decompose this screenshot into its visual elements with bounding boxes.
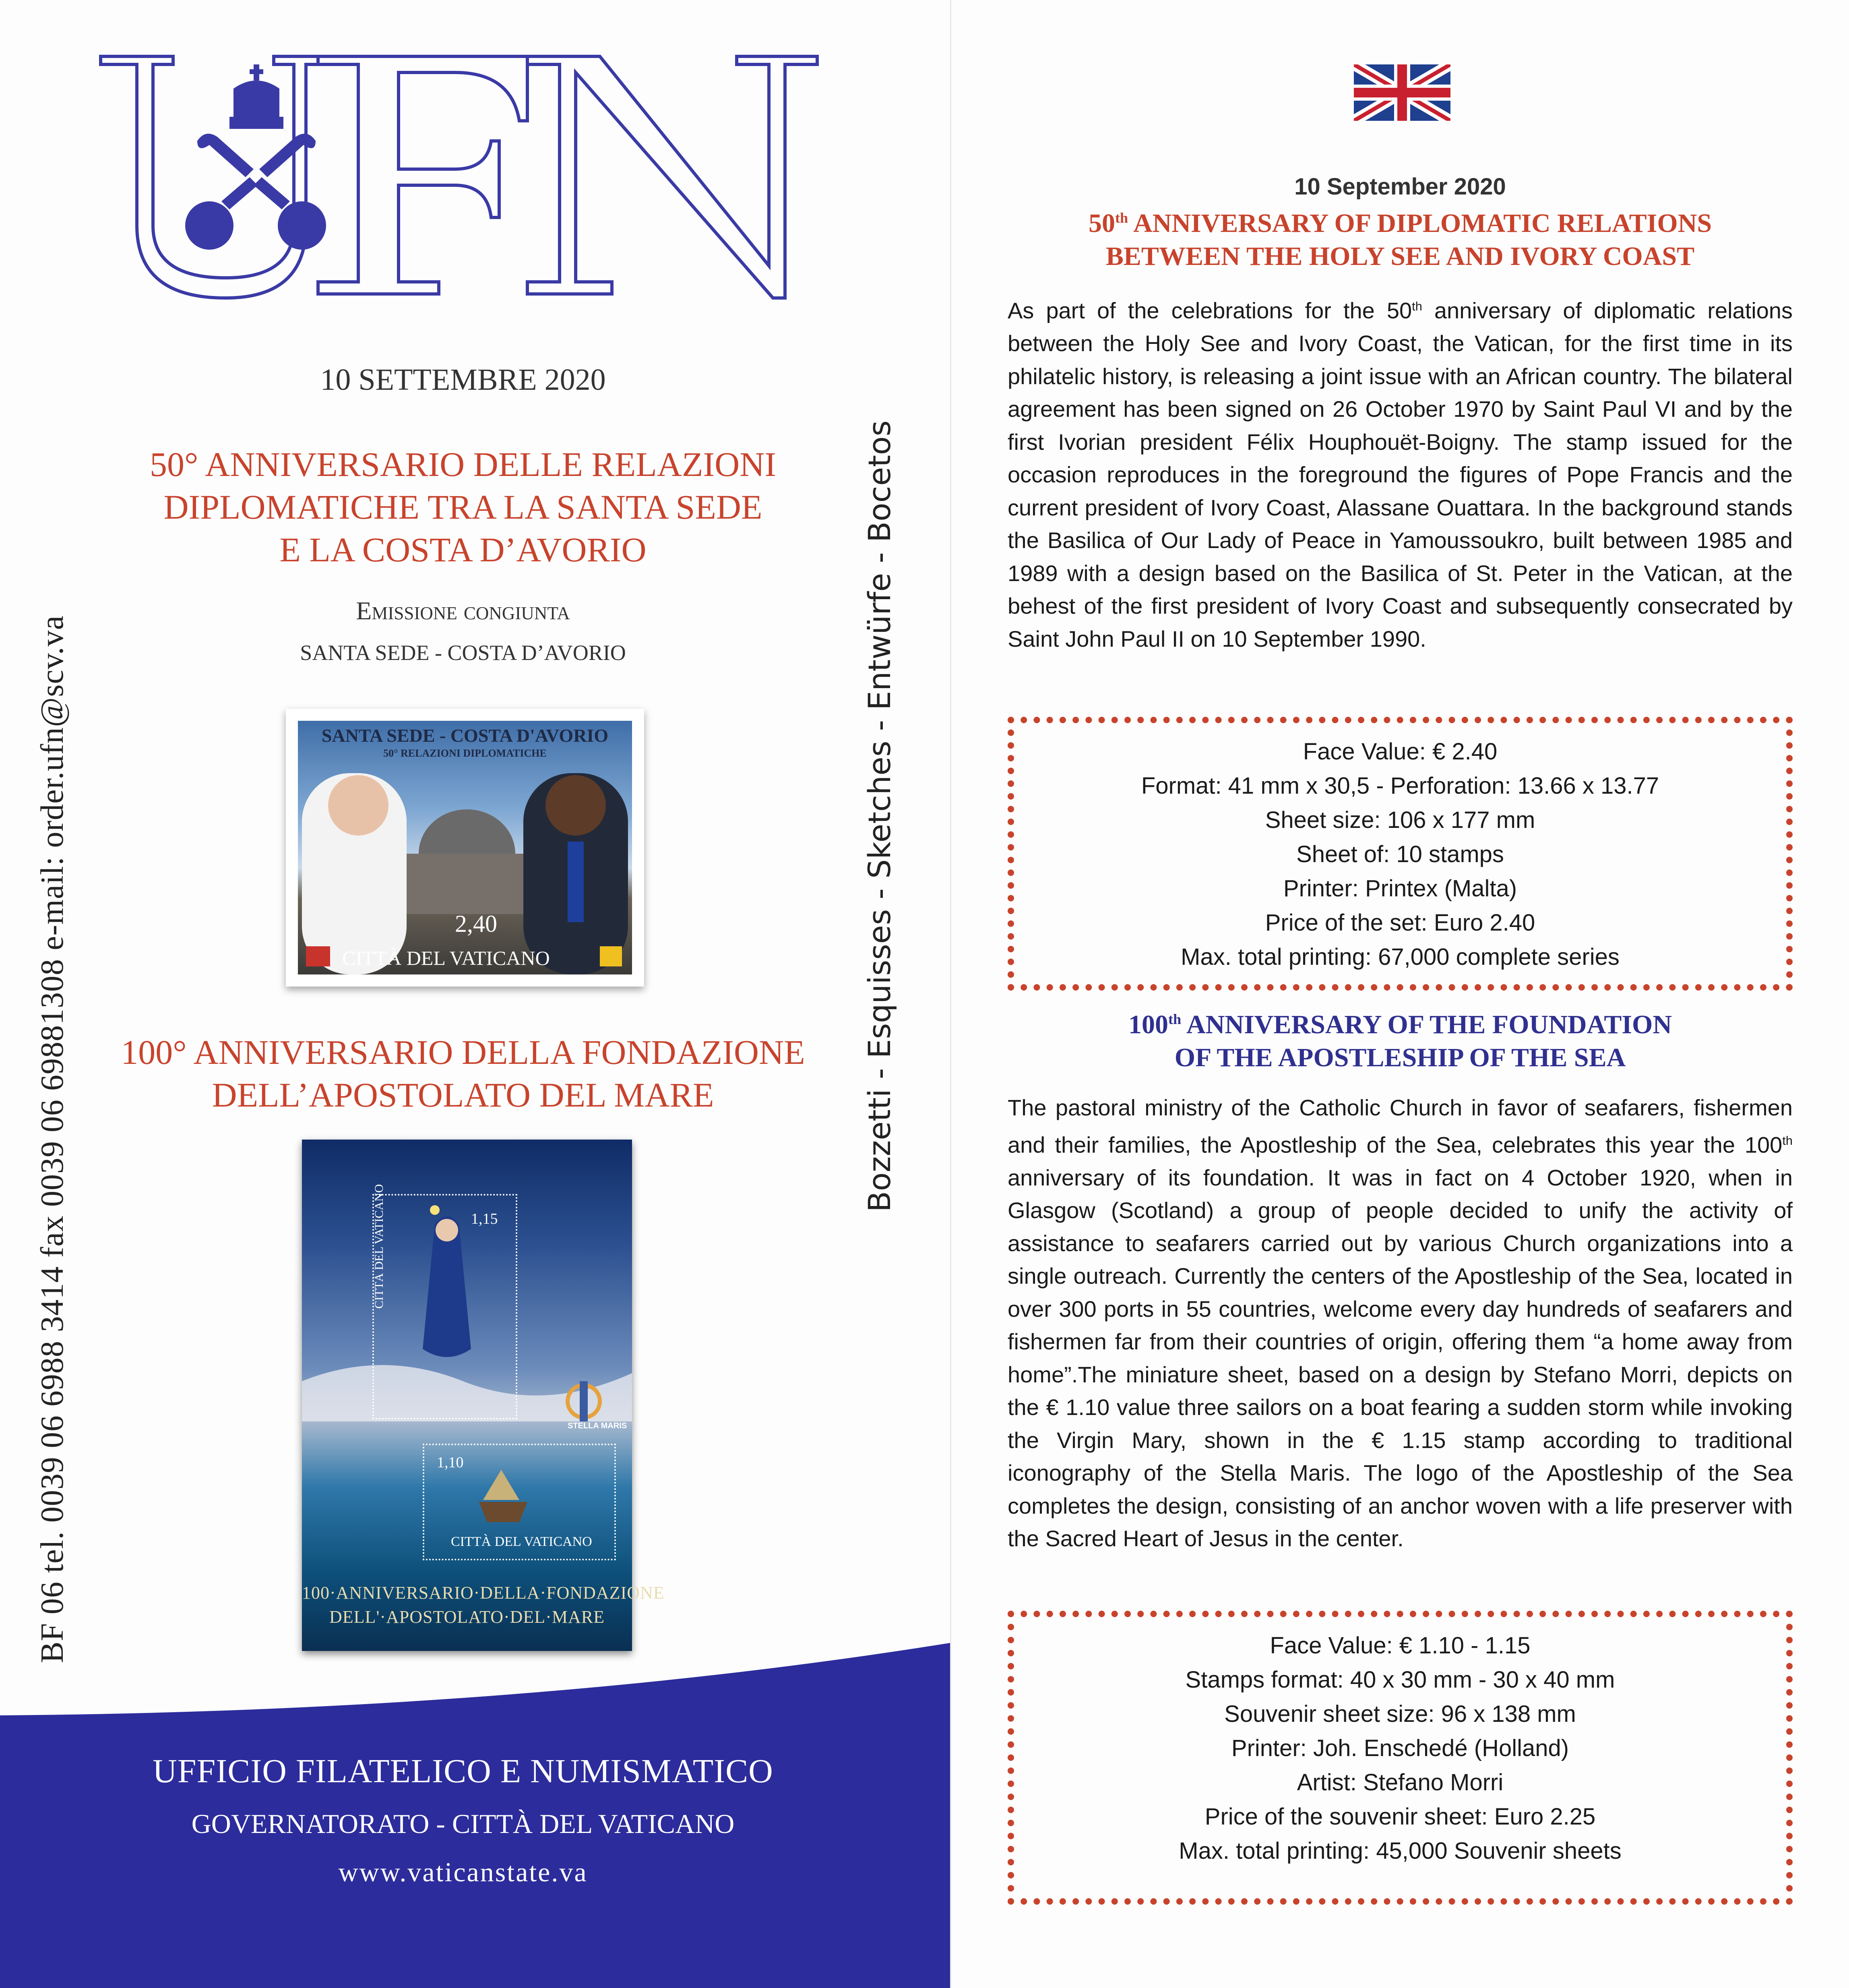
- description-apostleship: [1008, 1091, 1793, 1555]
- spec-line: Printer: Joh. Enschedé (Holland): [1231, 1735, 1569, 1761]
- body-text: As part of the celebrations for the 50: [1008, 298, 1412, 323]
- specs-box-apostleship: [1008, 1611, 1793, 1905]
- uk-flag-icon: [1354, 64, 1450, 121]
- title-line: [1008, 201, 1793, 240]
- contact-info: BF 06 tel. 0039 06 6988 3414 fax 0039 06 69881308 e-mail: order.ufn@scv.va: [35, 615, 70, 1663]
- specs-box-diplomatic: [1008, 717, 1793, 991]
- stamp-diplomatic-relations: [286, 709, 644, 987]
- spec-line: Stamps format: 40 x 30 mm - 30 x 40 mm: [1185, 1667, 1615, 1693]
- title-line: OF THE APOSTLESHIP OF THE SEA: [1174, 1043, 1626, 1072]
- title-line: DELL’APOSTOLATO DEL MARE: [212, 1076, 714, 1114]
- stella-maris-logo-label: STELLA MARIS: [568, 1421, 627, 1430]
- title-diplomatic-relations: [60, 443, 866, 571]
- stamp-virgin-mary: [372, 1194, 517, 1419]
- title-number: 100: [1128, 1010, 1168, 1039]
- office-name: UFFICIO FILATELICO E NUMISMATICO: [153, 1752, 773, 1790]
- ordinal-suffix: th: [1115, 210, 1128, 226]
- title-apostleship: [1008, 1003, 1793, 1074]
- ufn-logo: [93, 48, 825, 306]
- sheet-caption-line: DELL'·APOSTOLATO·DEL·MARE: [329, 1607, 605, 1627]
- spec-line: Face Value: € 2.40: [1303, 739, 1498, 765]
- body-text: anniversary of diplomatic relations between the Holy See and Ivory Coast, the Vatican, for the first time in its philatelic history, is releasing a joint issue with an African country. The bilateral agreement has been signed on 26 October 1970 by Saint Paul VI and by the first Ivorian president Félix Houphouët-Boigny. The stamp issued for the occasion reproduces in the foreground the figures of Pope Francis and the current president of Ivory Coast, Alassane Ouattara. In the background stands the Basilica of Our Lady of Peace in Yamoussoukro, built between 1985 and 1989 with a design based on the Basilica of St. Peter in the Vatican, at the behest of the first president of Ivory Coast and subsequently consecrated by Saint John Paul II on 10 September 1990.: [1008, 298, 1793, 652]
- english-panel: [951, 0, 1849, 1988]
- stamp-value: 2,40: [455, 910, 497, 937]
- stamp-value-a: 1,15: [471, 1210, 498, 1227]
- spec-line: Artist: Stefano Morri: [1297, 1769, 1504, 1796]
- spec-line: Sheet size: 106 x 177 mm: [1265, 807, 1535, 833]
- title-line: 50° ANNIVERSARIO DELLE RELAZIONI: [150, 445, 776, 484]
- stamp-header: SANTA SEDE - COSTA D'AVORIO: [321, 725, 609, 746]
- spec-line: Souvenir sheet size: 96 x 138 mm: [1224, 1701, 1576, 1727]
- body-text: anniversary of its foundation. It was in fact on 4 October 1920, when in Glasgow (Scotland) a group of people decided to unify the activity of assistance to seafarers carried out by various Church organizations into a single outreach. Currently the centers of the Apostleship of the Sea, located in over 300 ports in 55 countries, welcome every day hundreds of seafarers and fishermen far from their countries of origin, offering them “a home away from home”.The miniature sheet, based on a design by Stefano Morri, depicts on the € 1.10 value three sailors on a boat fearing a sudden storm while invoking the Virgin Mary, shown in the € 1.15 stamp according to traditional iconography of the Stella Maris. The logo of the Apostleship of the Sea completes the design, consisting of an anchor woven with a life preserver with the Sacred Heart of Jesus in the center.: [1008, 1165, 1793, 1552]
- joint-issue-label: Emissione congiunta: [356, 596, 570, 625]
- title-text: ANNIVERSARY OF THE FOUNDATION: [1181, 1010, 1672, 1039]
- title-line: DIPLOMATICHE TRA LA SANTA SEDE: [163, 488, 762, 526]
- spec-line: Format: 41 mm x 30,5 - Perforation: 13.66 x 13.77: [1141, 773, 1659, 799]
- ordinal-suffix: th: [1168, 1011, 1182, 1027]
- description-diplomatic-relations: [1008, 290, 1793, 655]
- stamp-country: CITTÀ DEL VATICANO: [451, 1534, 592, 1549]
- website-link[interactable]: www.vaticanstate.va: [338, 1857, 588, 1887]
- title-text: ANNIVERSARY OF DIPLOMATIC RELATIONS: [1128, 209, 1712, 238]
- spec-line: Printer: Printex (Malta): [1283, 875, 1517, 902]
- sketches-label: Bozzetti - Esquisses - Sketches - Entwürfe - Bocetos: [861, 420, 897, 1212]
- sheet-caption-line: 100·ANNIVERSARIO·DELLA·FONDAZIONE: [302, 1583, 665, 1603]
- spec-line: Price of the set: Euro 2.40: [1265, 910, 1535, 936]
- spec-line: Sheet of: 10 stamps: [1296, 841, 1504, 867]
- ordinal-suffix: th: [1782, 1133, 1793, 1148]
- title-line: 100° ANNIVERSARIO DELLA FONDAZIONE: [121, 1033, 805, 1072]
- joint-issue-countries: SANTA SEDE - COSTA D’AVORIO: [300, 641, 626, 665]
- title-diplomatic-relations: [1008, 201, 1793, 273]
- spec-line: Price of the souvenir sheet: Euro 2.25: [1204, 1804, 1596, 1830]
- issue-date: 10 September 2020: [1294, 174, 1506, 200]
- issue-date: 10 SETTEMBRE 2020: [320, 363, 606, 397]
- spec-line: Max. total printing: 67,000 complete series: [1181, 944, 1620, 970]
- spec-line: Face Value: € 1.10 - 1.15: [1270, 1632, 1531, 1659]
- body-text: The pastoral ministry of the Catholic Church in favor of seafarers, fishermen and their families, the Apostleship of the Sea, celebrates this year the 100: [1008, 1095, 1793, 1158]
- title-apostleship: [60, 1031, 866, 1116]
- title-line: [1008, 1003, 1793, 1041]
- stamp-country-vertical: CITTÀ DEL VATICANO: [372, 1184, 386, 1309]
- stamp-country: CITTÀ DEL VATICANO: [342, 947, 550, 969]
- title-line: E LA COSTA D’AVORIO: [279, 530, 647, 569]
- title-line: BETWEEN THE HOLY SEE AND IVORY COAST: [1105, 242, 1695, 271]
- ordinal-suffix: th: [1412, 299, 1422, 313]
- governorate: GOVERNATORATO - CITTÀ DEL VATICANO: [191, 1808, 735, 1839]
- title-number: 50: [1088, 209, 1115, 238]
- stamp-subheader: 50° RELAZIONI DIPLOMATICHE: [383, 747, 547, 759]
- souvenir-sheet-apostleship: [302, 1140, 665, 1651]
- stamp-value-b: 1,10: [437, 1454, 464, 1471]
- spec-line: Max. total printing: 45,000 Souvenir sheets: [1179, 1838, 1622, 1864]
